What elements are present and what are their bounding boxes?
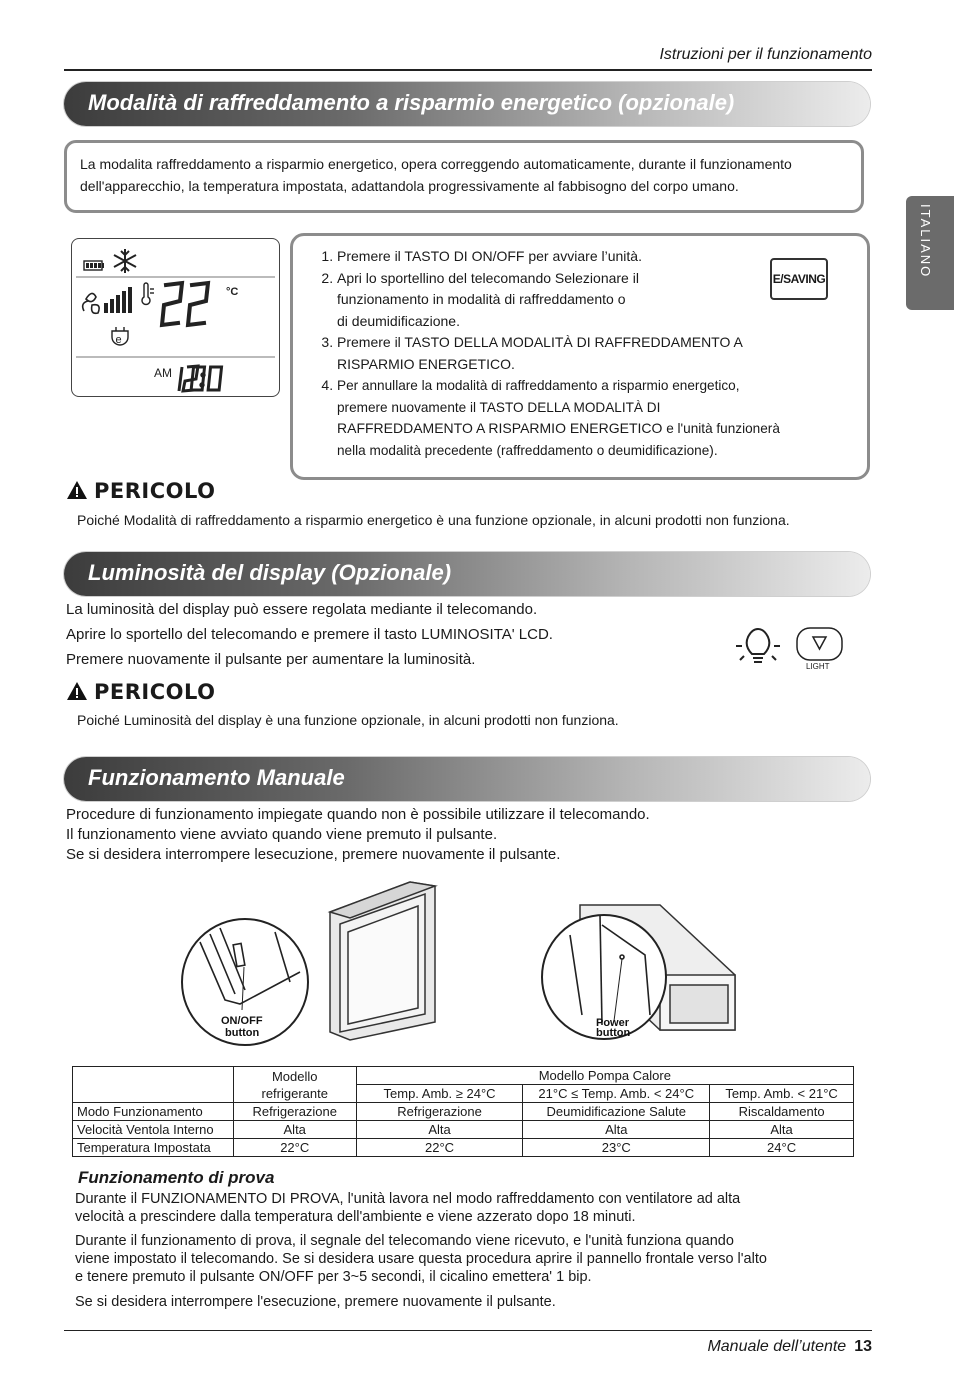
language-tab — [906, 196, 954, 310]
table-header-cell: 21°C ≤ Temp. Amb. < 24°C — [523, 1085, 710, 1103]
table-cell: Alta — [356, 1121, 523, 1139]
section-banner-manual-operation — [64, 757, 870, 801]
temperature-unit: °C — [226, 286, 239, 298]
footer-rule — [64, 1330, 872, 1331]
onoff-label: ON/OFF — [221, 1015, 263, 1027]
light-button — [796, 627, 843, 661]
text-line: Procedure di funzionamento impiegate quando non è possibile utilizzare il telecomando. — [66, 806, 650, 823]
warning-text: Poiché Modalità di raffreddamento a risparmio energetico è una funzione opzionale, in alcuni prodotti non funziona. — [77, 512, 790, 528]
trial-paragraph — [75, 1190, 865, 1226]
text-line: Premere nuovamente il pulsante per aumentare la luminosità. — [66, 651, 476, 668]
table-row — [73, 1121, 854, 1139]
table-cell: Refrigerazione — [233, 1103, 356, 1121]
warning-icon — [66, 480, 88, 500]
fan-icon — [83, 293, 99, 313]
table-cell: 22°C — [233, 1139, 356, 1157]
trial-paragraph — [75, 1232, 865, 1286]
table-header-row — [73, 1067, 854, 1085]
text-line: e tenere premuto il pulsante ON/OFF per 3~5 secondi, il cicalino emettera' 1 bip. — [75, 1269, 592, 1285]
running-header: Istruzioni per il funzionamento — [659, 46, 872, 63]
step-item: 3. Premere il TASTO DELLA MODALITÀ DI RAFFREDDAMENTO A RISPARMIO ENERGETICO. — [337, 332, 867, 375]
svg-text:e: e — [115, 334, 122, 346]
indoor-unit-power-illustration — [540, 895, 740, 1057]
brightness-instructions — [66, 597, 553, 672]
section-banner-energy-saving — [64, 82, 870, 126]
manual-instructions — [66, 805, 650, 865]
table-cell: Temperatura Impostata — [73, 1139, 234, 1157]
light-button-label: LIGHT — [806, 662, 830, 671]
table-cell: 23°C — [523, 1139, 710, 1157]
power-label: Power — [596, 1017, 630, 1029]
warning-text: Poiché Luminosità del display è una funzione opzionale, in alcuni prodotti non funziona. — [77, 712, 619, 728]
text-line: Durante il FUNZIONAMENTO DI PROVA, l'unità lavora nel modo raffreddamento con ventilatore ad alta — [75, 1191, 741, 1207]
indoor-unit-onoff-illustration — [180, 872, 445, 1057]
text-line: viene impostato il telecomando. Se si desidera usare questa procedura aprire il pannello frontale verso l'alto — [75, 1251, 767, 1267]
table-cell: 24°C — [710, 1139, 854, 1157]
step-item: 2. Apri lo sportellino del telecomando Selezionare il funzionamento in modalità di raffreddamento o di deumidificazione. — [337, 268, 867, 333]
e-mode-icon — [112, 327, 128, 346]
onoff-label-2: button — [225, 1027, 260, 1039]
e-saving-button: E/SAVING — [770, 258, 828, 300]
language-tab-label: ITALIANO — [918, 204, 933, 279]
header-rule — [64, 69, 872, 71]
manual-operation-table — [72, 1066, 854, 1157]
lcd-display — [71, 238, 280, 397]
text-line: Durante il funzionamento di prova, il segnale del telecomando viene ricevuto, e l'unità funziona quando — [75, 1233, 734, 1249]
section-title: Funzionamento Manuale — [88, 765, 345, 790]
table-row — [73, 1139, 854, 1157]
table-cell: Alta — [523, 1121, 710, 1139]
thermometer-icon — [142, 283, 154, 304]
step-item: 1. Premere il TASTO DI ON/OFF per avviare l’unità. — [337, 246, 867, 268]
table-header-cell: Modello Pompa Calore — [356, 1067, 853, 1085]
section-title: Modalità di raffreddamento a risparmio energetico (opzionale) — [88, 90, 735, 115]
table-cell: Alta — [233, 1121, 356, 1139]
page-number: 13 — [854, 1338, 872, 1355]
temperature-digits — [162, 283, 208, 325]
table-cell: 22°C — [356, 1139, 523, 1157]
section-title: Luminosità del display (Opzionale) — [88, 560, 452, 585]
intro-box — [64, 140, 864, 213]
lcd-am: AM — [154, 366, 172, 380]
light-bulb-icon — [734, 624, 782, 668]
intro-line: La modalita raffreddamento a risparmio energetico, opera correggendo automaticamente, durante il funzionamento — [80, 156, 792, 172]
text-line: Aprire lo sportello del telecomando e premere il tasto LUMINOSITA' LCD. — [66, 626, 553, 643]
battery-icon — [84, 261, 104, 270]
text-line: La luminosità del display può essere regolata mediante il telecomando. — [66, 601, 538, 618]
time-digits — [179, 366, 222, 391]
intro-line: dell'apparecchio, la temperatura impostata, adattandola progressivamente al fabbisogno del corpo umano. — [80, 178, 739, 194]
text-line: Se si desidera interrompere lesecuzione, premere nuovamente il pulsante. — [66, 846, 561, 863]
footer-label: Manuale dell’utente — [707, 1338, 847, 1355]
table-cell-empty — [73, 1067, 234, 1103]
table-header-cell: Temp. Amb. ≥ 24°C — [356, 1085, 523, 1103]
power-label-2: button — [596, 1027, 631, 1039]
table-cell: Riscaldamento — [710, 1103, 854, 1121]
light-button-icon — [796, 627, 843, 661]
table-header-cell: Modello refrigerante — [233, 1067, 356, 1103]
step-item: 4. Per annullare la modalità di raffreddamento a risparmio energetico, premere nuovamente il TASTO DELLA MODALITÀ DI RAFFREDDAMENTO A RISPARMIO ENERGETICO e l'unità funzionerà nella modalità precedente (raffreddamento o deumidificazione). — [337, 375, 867, 461]
table-cell: Modo Funzionamento — [73, 1103, 234, 1121]
lcd-display-drawing — [72, 239, 279, 396]
text-line: Il funzionamento viene avviato quando viene premuto il pulsante. — [66, 826, 498, 843]
table-cell: Alta — [710, 1121, 854, 1139]
fan-speed-bars-icon — [104, 287, 132, 313]
table-row — [73, 1103, 854, 1121]
warning-title: PERICOLO — [66, 479, 215, 503]
table-cell: Refrigerazione — [356, 1103, 523, 1121]
table-cell: Deumidificazione Salute — [523, 1103, 710, 1121]
trial-title: Funzionamento di prova — [78, 1168, 275, 1187]
footer — [0, 1338, 872, 1356]
text-line: velocità a prescindere dalla temperatura dell'ambiente e viene azzerato dopo 18 minuti. — [75, 1209, 636, 1225]
snowflake-icon — [114, 249, 136, 273]
trial-paragraph: Se si desidera interrompere l'esecuzione, premere nuovamente il pulsante. — [75, 1294, 556, 1310]
warning-title: PERICOLO — [66, 680, 215, 704]
table-header-cell: Temp. Amb. < 21°C — [710, 1085, 854, 1103]
warning-icon — [66, 681, 88, 701]
section-banner-display-brightness — [64, 552, 870, 596]
table-cell: Velocità Ventola Interno — [73, 1121, 234, 1139]
